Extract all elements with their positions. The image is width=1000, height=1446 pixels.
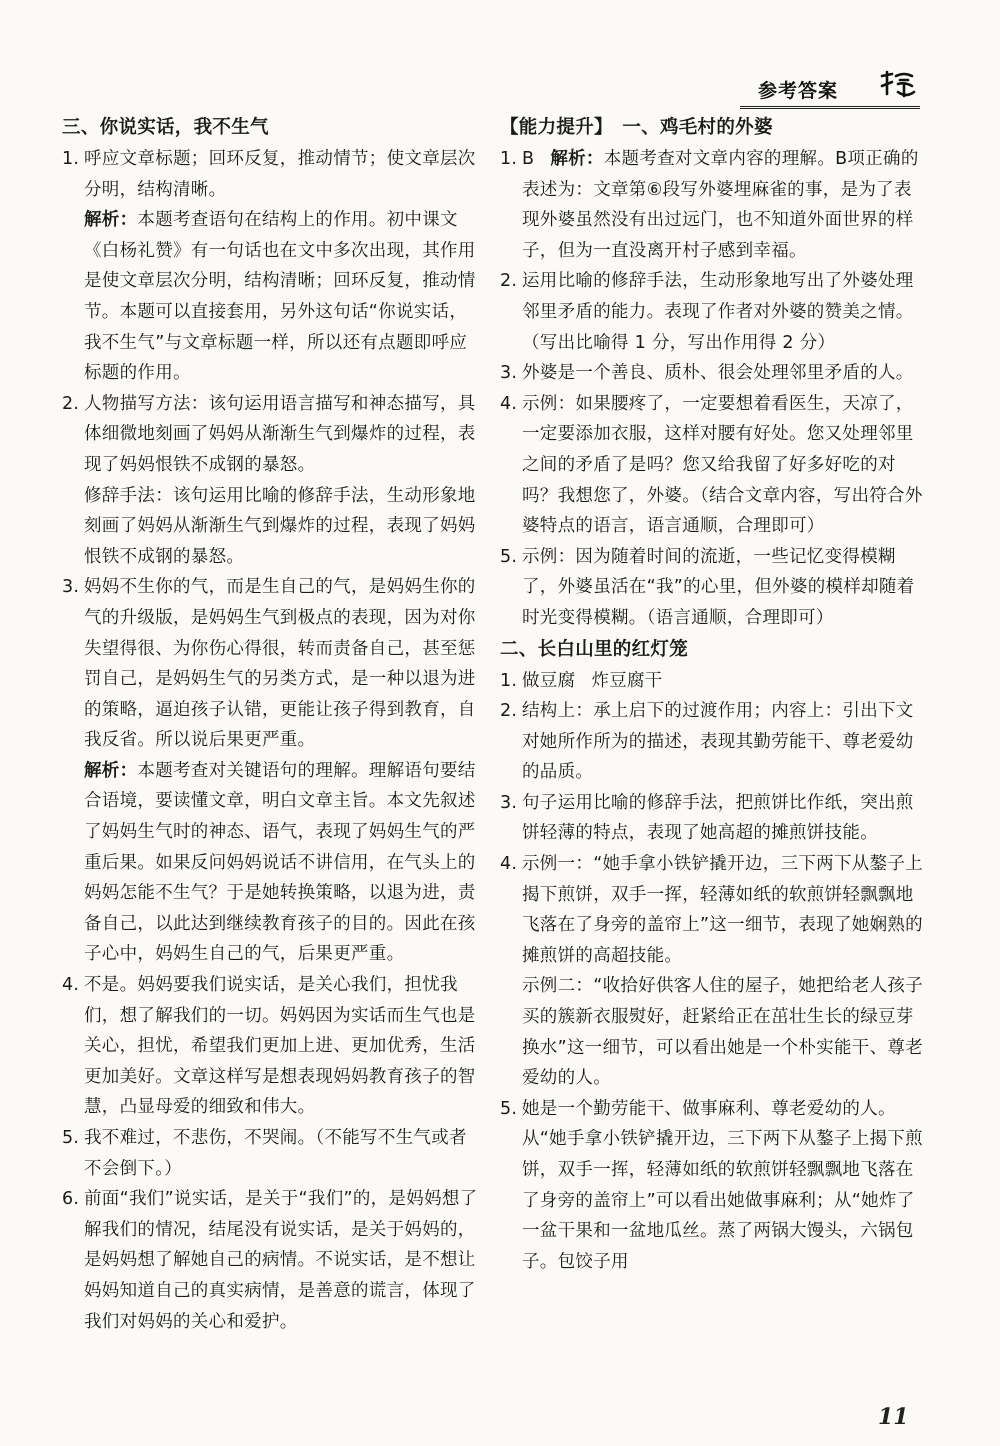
list-item: 1. B 解析：本题考查对文章内容的理解。B项正确的表述为：文章第⑥段写外婆埋麻雀的事，是为了表现外婆虽然没有出过远门，也不知道外面世界的样子，但为一直没离开村子感到幸福。 (500, 149, 919, 261)
list-item: 2. 运用比喻的修辞手法，生动形象地写出了外婆处理邻里矛盾的能力。表现了作者对外婆的赞美之情。（写出比喻得 1 分，写出作用得 2 分） (500, 271, 914, 353)
list-item: 3. 外婆是一个善良、质朴、很会处理邻里矛盾的人。 (500, 363, 914, 384)
list-item: 5. 她是一个勤劳能干、做事麻利、尊老爱幼的人。从“她手拿小铁铲撬开边，三下两下从鏊子上揭下煎饼，双手一挥，轻薄如纸的软煎饼轻飘飘地飞落在了身旁的盖帘上”可以看出她做事麻利；从“她炸了一盆干果和一盆地瓜丝。蒸了两锅大馒头，六锅包子。包饺子用 (500, 1098, 923, 1272)
right-column (500, 112, 925, 1277)
list-item: 4. 示例：如果腰疼了，一定要想着看医生，天凉了，一定要添加衣服，这样对腰有好处。您又处理邻里之间的矛盾了是吗？您又给我留了好多好吃的对吗？我想您了，外婆。（结合文章内容，写出符合外婆特点的语言，语言通顺，合理即可） (500, 393, 923, 537)
list-item: 6. 前面“我们”说实话，是关于“我们”的，是妈妈想了解我们的情况，结尾没有说实话，是关于妈妈的，是妈妈想了解她自己的病情。不说实话，是不想让妈妈知道自己的真实病情，是善意的谎言，体现了我们对妈妈的关心和爱护。 (62, 1189, 478, 1332)
logo-icon (878, 70, 918, 100)
list-item: 3. 妈妈不生你的气，而是生自己的气，是妈妈生你的气的升级版，是妈妈生气到极点的表现，因为对你失望得很、为你伤心得很，转而责备自己，甚至惩罚自己，是妈妈生气的另类方式，是一种以退为进的策略，逼迫孩子认错，更能让孩子得到教育，自我反省。所以说后果更严重。 (62, 577, 476, 751)
list-item: 3. 句子运用比喻的修辞手法，把煎饼比作纸，突出煎饼轻薄的特点，表现了她高超的摊煎饼技能。 (500, 792, 914, 844)
analysis: 解析：本题考查对关键语句的理解。理解语句要结合语境，要读懂文章，明白文章主旨。本文先叙述了妈妈生气时的神态、语气，表现了妈妈生气的严重后果。如果反问妈妈说话不讲信用，在气头上的妈妈怎能不生气？于是她转换策略，以退为进，责备自己，以此达到继续教育孩子的目的。因此在孩子心中，妈妈生自己的气，后果更严重。 (84, 760, 476, 965)
section-title: 三、你说实话，我不生气 (62, 117, 269, 138)
list-item-extra: 修辞手法：该句运用比喻的修辞手法，生动形象地刻画了妈妈从渐渐生气到爆炸的过程，表现了妈妈恨铁不成钢的暴怒。 (84, 485, 476, 567)
left-column (62, 112, 482, 1337)
page-header (740, 74, 920, 109)
list-item: 2. 人物描写方法：该句运用语言描写和神态描写，具体细微地刻画了妈妈从渐渐生气到爆炸的过程，表现了妈妈恨铁不成钢的暴怒。 (62, 393, 476, 475)
section-title: 二、长白山里的红灯笼 (500, 638, 689, 660)
header-title: 参考答案 (758, 80, 839, 102)
section-title: 【能力提升】 一、鸡毛村的外婆 (500, 117, 773, 138)
list-item: 4. 示例一：“她手拿小铁铲撬开边，三下两下从鏊子上揭下煎饼，双手一挥，轻薄如纸的软煎饼轻飘飘地飞落在了身旁的盖帘上”这一细节，表现了她娴熟的摊煎饼的高超技能。 (500, 854, 923, 966)
page-number: 11 (878, 1404, 909, 1430)
list-item: 4. 不是。妈妈要我们说实话，是关心我们，担忧我们，想了解我们的一切。妈妈因为实话而生气也是关心，担忧，希望我们更加上进、更加优秀，生活更加美好。文章这样写是想表现妈妈教育孩子的智慧，凸显母爱的细致和伟大。 (62, 975, 476, 1118)
list-item: 5. 我不难过，不悲伤，不哭闹。（不能写不生气或者不会倒下。） (62, 1128, 467, 1179)
list-item-extra: 示例二：“收拾好供客人住的屋子，她把给老人孩子买的簇新衣服熨好，赶紧给正在茁壮生长的绿豆芽换水”这一细节，可以看出她是一个朴实能干、尊老爱幼的人。 (522, 976, 923, 1089)
list-item: 2. 结构上：承上启下的过渡作用；内容上：引出下文对她所作所为的描述，表现其勤劳能干、尊老爱幼的品质。 (500, 701, 914, 783)
list-item: 1. 做豆腐 炸豆腐干 (500, 670, 663, 691)
list-item: 5. 示例：因为随着时间的流逝，一些记忆变得模糊了，外婆虽活在“我”的心里，但外婆的模样却随着时光变得模糊。（语言通顺，合理即可） (500, 546, 915, 628)
analysis: 解析：本题考查语句在结构上的作用。初中课文《白杨礼赞》有一句话也在文中多次出现，其作用是使文章层次分明，结构清晰；回环反复，推动情节。本题可以直接套用，另外这句话“你说实话，我不生气”与文章标题一样，所以还有点题即呼应标题的作用。 (84, 210, 476, 384)
list-item: 1. 呼应文章标题；回环反复，推动情节；使文章层次分明，结构清晰。 (62, 149, 476, 200)
